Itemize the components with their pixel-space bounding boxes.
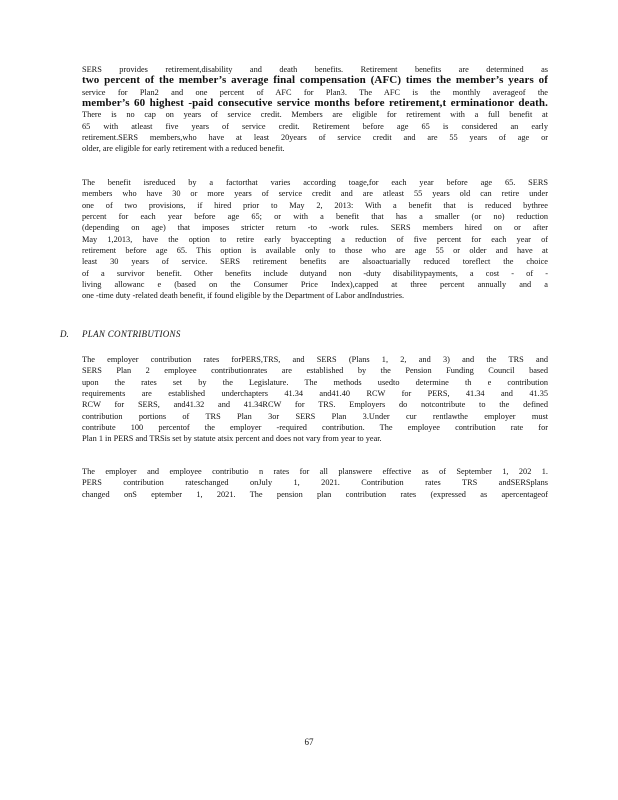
- section-title: PLAN CONTRIBUTIONS: [82, 329, 181, 339]
- text-line: one of two provisions, if hired prior to May 2, 2013: With a benefit that is reduced bythree: [82, 200, 548, 210]
- paragraph-contribution-rates: [82, 354, 548, 445]
- section-letter: D.: [60, 329, 69, 339]
- text-line: PERS contribution rateschanged onJuly 1, 2021. Contribution rates TRS andSERSplans: [82, 478, 548, 488]
- paragraph-sers-benefits: [82, 64, 548, 155]
- text-line: of a survivor benefit. Other benefits include dutyand non -duty disabilitypayments, a cost - of -: [82, 268, 548, 278]
- text-line-emphasized: two percent of the member’s average final compensation (AFC) times the member’s years of: [82, 75, 548, 87]
- text-line: retirement before age 65. This option is available only to those who are age 55 or older and have at: [82, 246, 548, 256]
- text-line: service for Plan2 and one percent of AFC for Plan3. The AFC is the monthly averageof the: [82, 87, 548, 97]
- text-line: upon the rates set by the Legislature. The methods usedto determine th e contribution: [82, 377, 548, 387]
- text-line: There is no cap on years of service credit. Members are eligible for retirement with a full benefit at: [82, 110, 548, 120]
- text-line: The employer and employee contributio n rates for all planswere effective as of September 1, 202 1.: [82, 467, 548, 476]
- text-line-emphasized: member’s 60 highest -paid consecutive service months before retirement,t erminationor death.: [82, 98, 548, 110]
- text-line: 65 with atleast five years of service credit. Retirement before age 65 is considered an early: [82, 121, 548, 131]
- paragraph-benefit-reduction: [82, 177, 548, 302]
- page-number: 67: [304, 737, 314, 747]
- text-line: The employer contribution rates forPERS,TRS, and SERS (Plans 1, 2, and 3) and the TRS and: [82, 355, 548, 364]
- text-line: least 30 years of service. SERS retirement benefits are alsoactuarially reduced toreflect the choice: [82, 257, 548, 267]
- text-line: living allowanc e (based on the Consumer Price Index),capped at three percent annually and a: [82, 280, 548, 290]
- text-line: SERS Plan 2 employee contributionrates are established by the Pension Funding Council based: [82, 366, 548, 376]
- text-line: RCW for SERS, and41.32 and 41.34RCW for TRS. Employers do notcontribute to the defined: [82, 400, 548, 410]
- text-line: one -time duty -related death benefit, if found eligible by the Department of Labor andIndustries.: [82, 291, 405, 301]
- text-line: changed onS eptember 1, 2021. The pension plan contribution rates (expressed as apercentageof: [82, 489, 548, 499]
- paragraph-rate-effective-dates: [82, 466, 548, 500]
- text-line: (depending on age) that imposes stricter return -to -work rules. SERS members hired on or after: [82, 223, 548, 233]
- text-line: contribute 100 percentof the employer -required contribution. The employee contribution rate for: [82, 423, 548, 433]
- text-line: members who have 30 or more years of service credit and are atleast 55 years old can retire under: [82, 189, 548, 199]
- text-line: requirements are established underchapters 41.34 and41.40 RCW for PERS, 41.34 and 41.35: [82, 389, 548, 399]
- text-line: older, are eligible for early retirement with a reduced benefit.: [82, 144, 285, 154]
- text-line: SERS provides retirement,disability and death benefits. Retirement benefits are determined as: [82, 65, 548, 74]
- text-line: The benefit isreduced by a factorthat varies according toage,for each year before age 65. SERS: [82, 178, 548, 187]
- text-line: May 1,2013, have the option to retire early byaccepting a reduction of five percent for each year of: [82, 234, 548, 244]
- text-line: percent for each year before age 65; or with a benefit that has a smaller (or no) reduction: [82, 212, 548, 222]
- text-line: contribution portions of TRS Plan 3or SERS Plan 3.Under cur rentlawthe employer must: [82, 411, 548, 421]
- text-line: retirement.SERS members,who have at least 20years of service credit and are 55 years of age or: [82, 133, 548, 143]
- text-line: Plan 1 in PERS and TRSis set by statute atsix percent and does not vary from year to year.: [82, 434, 382, 444]
